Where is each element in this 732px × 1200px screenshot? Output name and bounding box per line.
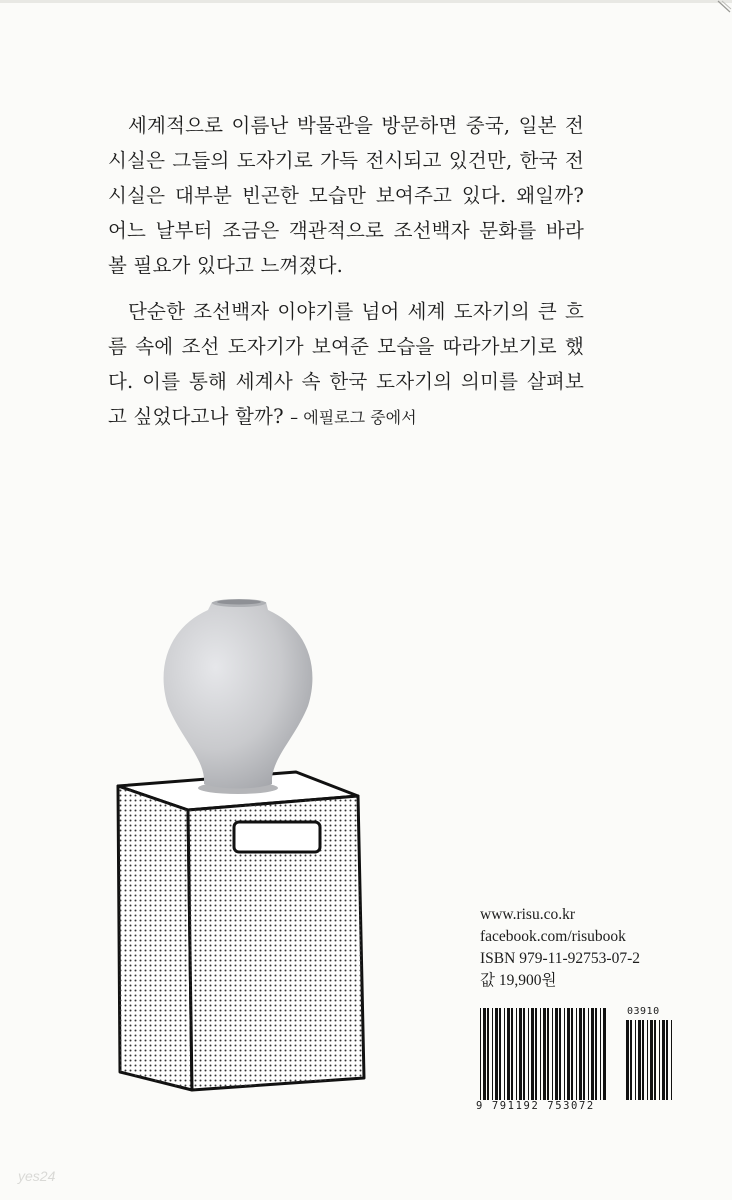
pedestal-box-handle [234,822,320,852]
moon-jar-vase [164,599,313,794]
barcode-bar [671,1020,672,1100]
yes24-watermark: yes24 [18,1168,56,1184]
barcode-bar [576,1008,577,1100]
barcode-bar [552,1008,553,1100]
blurb-attribution: – 에필로그 중에서 [290,408,417,427]
barcode-bar [559,1008,561,1100]
publisher-facebook: facebook.com/risubook [480,928,626,945]
barcode-bar [540,1008,541,1100]
barcode-bar [495,1008,498,1100]
book-price: 값 19,900원 [480,972,557,989]
cover-top-edge [0,0,732,3]
barcode-bar [654,1020,656,1100]
barcode-bar [666,1020,668,1100]
publisher-website: www.risu.co.kr [480,906,575,923]
barcode-bar [579,1008,582,1100]
barcode-bar [528,1008,529,1100]
barcode-bars-main [480,1008,606,1100]
barcode-bar [595,1008,597,1100]
barcode-bar [659,1020,660,1100]
corner-fold-mark [716,0,732,14]
barcode-bars-addon [626,1020,672,1100]
barcode-bar [516,1008,517,1100]
isbn-number: ISBN 979-11-92753-07-2 [480,950,641,967]
barcode-bar [511,1008,513,1100]
barcode-bar [583,1008,585,1100]
moon-jar-illustration [108,588,368,1100]
barcode-bar [567,1008,570,1100]
barcode-bar [588,1008,589,1100]
barcode-addon-code: 03910 [627,1006,660,1017]
barcode-bar [543,1008,546,1100]
barcode-bar [504,1008,505,1100]
publisher-info [480,904,680,992]
barcode-bar [600,1008,601,1100]
barcode-bar [571,1008,573,1100]
barcode-bar [523,1008,525,1100]
blurb-paragraph-1: 세계적으로 이름난 박물관을 방문하면 중국, 일본 전시실은 그들의 도자기로 가득 전시되고 있건만, 한국 전시실은 대부분 빈곤한 모습만 보여주고 있다. 왜일까? 어느 날부터 조금은 객관적으로 조선백자 문화를 바라볼 필요가 있다고 느껴졌다. [108,114,584,277]
blurb-paragraph-2-text: 단순한 조선백자 이야기를 넘어 세계 도자기의 큰 흐름 속에 조선 도자기가 보여준 모습을 따라가보기로 했다. 이를 통해 세계사 속 한국 도자기의 의미를 살펴보고 싶었다고나 할까? [108,300,584,428]
barcode-bar [507,1008,510,1100]
pedestal-box-front [118,786,192,1090]
barcode-bar [499,1008,501,1100]
barcode-bar [591,1008,594,1100]
barcode-bar [555,1008,558,1100]
barcode-bar [650,1020,653,1100]
barcode-bar [480,1008,481,1100]
barcode-bar [519,1008,522,1100]
barcode-bar [630,1020,632,1100]
barcode-bar [638,1020,641,1100]
barcode-digits: 9 791192 753072 [476,1100,595,1112]
barcode-bar [483,1008,486,1100]
barcode-bar [535,1008,537,1100]
back-cover-blurb [108,108,584,435]
barcode-bar [564,1008,565,1100]
barcode-bar [547,1008,549,1100]
barcode-bar [647,1020,648,1100]
barcode-bar [642,1020,644,1100]
barcode-bar [662,1020,665,1100]
barcode-bar [492,1008,493,1100]
barcode-bar [626,1020,629,1100]
blurb-paragraph-2 [108,294,584,435]
barcode-bar [603,1008,606,1100]
barcode-bar [635,1020,636,1100]
barcode-bar [531,1008,534,1100]
barcode-bar [487,1008,489,1100]
